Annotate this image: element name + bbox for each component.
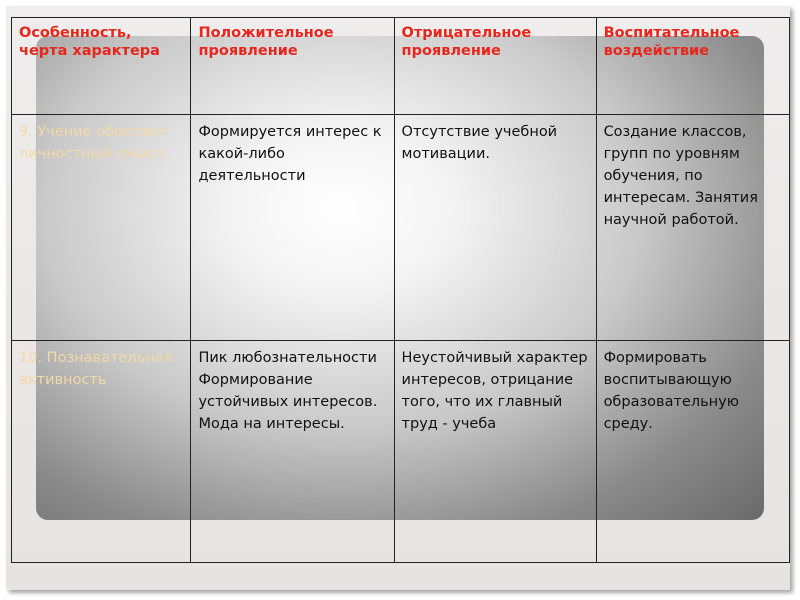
feature-text: 9. Учение обретает личностный смысл. bbox=[19, 123, 169, 162]
action-text: Создание классов, групп по уровням обучения, по интересам. Занятия научной работой. bbox=[603, 123, 758, 228]
feature-cell bbox=[12, 340, 191, 562]
header-feature: Особенность, черта характера bbox=[12, 18, 191, 115]
action-text: Формировать воспитывающую образовательную среду. bbox=[603, 349, 739, 432]
positive-text: Формируется интерес к какой-либо деятельности bbox=[198, 123, 382, 184]
feature-text: 10. Познавательная активность bbox=[19, 349, 173, 388]
table-row bbox=[12, 114, 790, 340]
negative-cell bbox=[394, 340, 596, 562]
action-cell bbox=[596, 340, 789, 562]
character-traits-table bbox=[11, 17, 790, 563]
feature-cell bbox=[12, 114, 191, 340]
negative-cell bbox=[394, 114, 596, 340]
negative-text: Отсутствие учебной мотивации. bbox=[401, 123, 558, 162]
positive-cell bbox=[191, 114, 394, 340]
table-row bbox=[12, 340, 790, 562]
header-action: Воспитательное воздействие bbox=[596, 18, 789, 115]
action-cell bbox=[596, 114, 789, 340]
header-negative: Отрицательное проявление bbox=[394, 18, 596, 115]
header-positive: Положительное проявление bbox=[191, 18, 394, 115]
positive-cell bbox=[191, 340, 394, 562]
table-header-row bbox=[12, 18, 790, 115]
negative-text: Неустойчивый характер интересов, отрицание того, что их главный труд - учеба bbox=[401, 349, 588, 432]
positive-text: Пик любознательности Формирование устойчивых интересов. Мода на интересы. bbox=[198, 349, 378, 432]
